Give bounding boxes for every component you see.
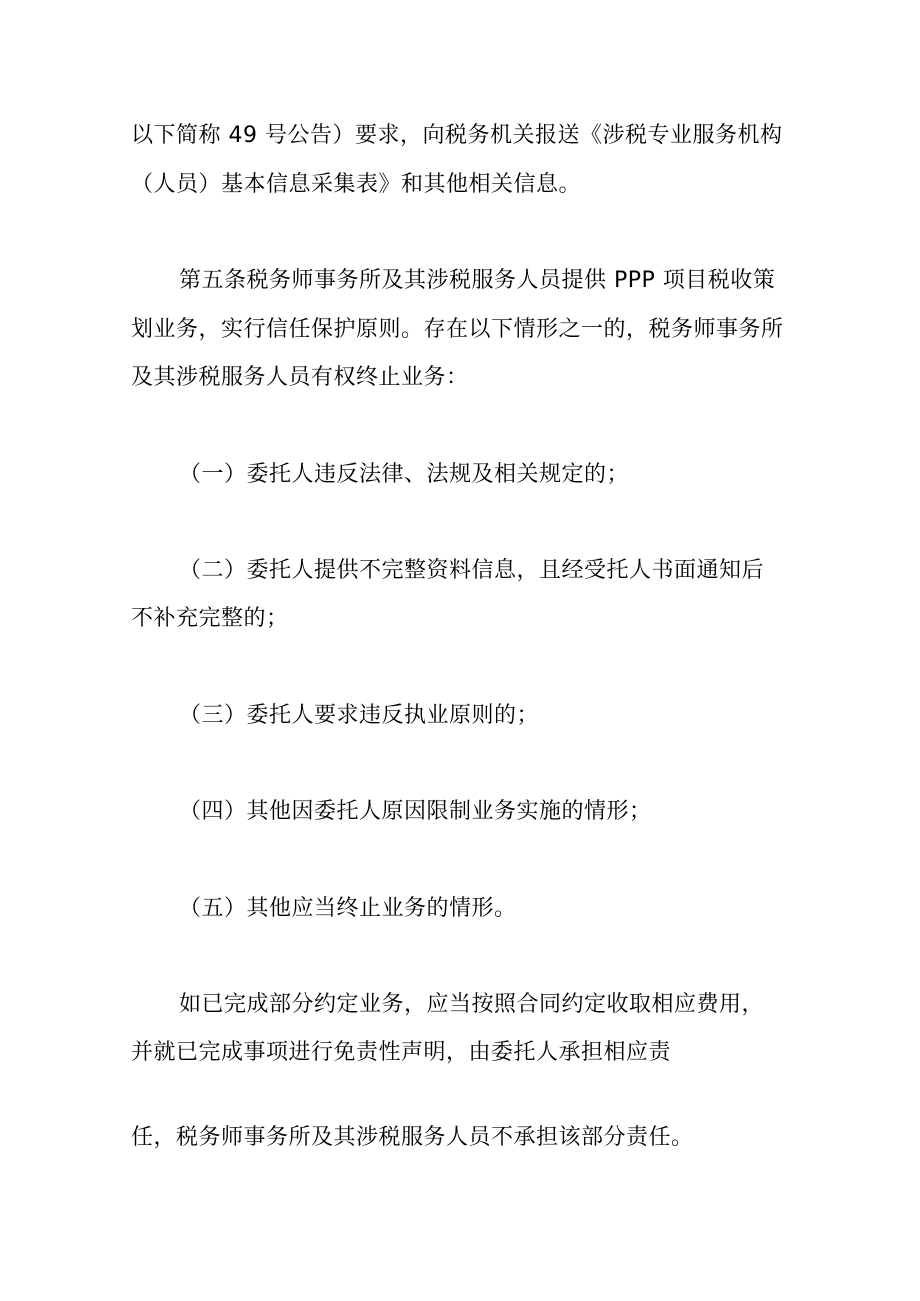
text-line-7: （二）委托人提供不完整资料信息，且经受托人书面通知后: [179, 558, 765, 583]
text-line-9: （三）委托人要求违反执业原则的；: [179, 703, 540, 728]
text-line-8: 不补充完整的；: [131, 606, 289, 631]
text-line-1: 以下简称 49 号公告）要求，向税务机关报送《涉税专业服务机构: [131, 123, 783, 148]
text-line-10: （四）其他因委托人原因限制业务实施的情形；: [179, 799, 652, 824]
text-line-13: 并就已完成事项进行免责性声明，由委托人承担相应责: [131, 1040, 672, 1065]
text-line-11: （五）其他应当终止业务的情形。: [179, 896, 517, 921]
text-line-12: 如已完成部分约定业务，应当按照合同约定收取相应费用，: [179, 992, 765, 1017]
text-line-6: （一）委托人违反法律、法规及相关规定的；: [179, 462, 630, 487]
text-line-4: 划业务，实行信任保护原则。存在以下情形之一的，税务师事务所: [131, 317, 784, 342]
text-line-14: 任，税务师事务所及其涉税服务人员不承担该部分责任。: [131, 1125, 694, 1150]
text-line-5: 及其涉税服务人员有权终止业务：: [131, 365, 469, 390]
text-line-3: 第五条税务师事务所及其涉税服务人员提供 PPP 项目税收策: [179, 268, 776, 293]
text-line-2: （人员）基本信息采集表》和其他相关信息。: [131, 172, 582, 197]
